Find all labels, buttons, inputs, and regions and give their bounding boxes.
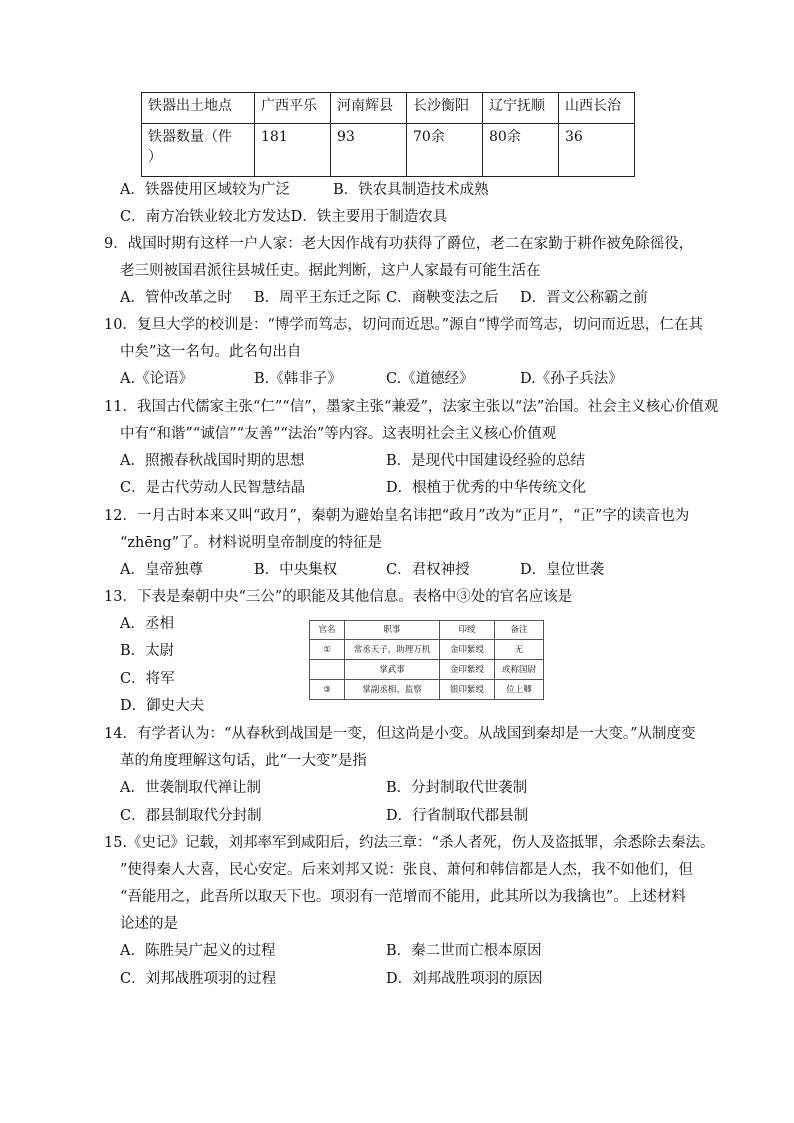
- q14-stem-line2: 革的角度理解这句话，此“一大变”是指: [120, 753, 367, 769]
- q13-option-d: D．御史大夫: [120, 698, 205, 714]
- q15-option-d: D．刘邦战胜项羽的原因: [386, 971, 543, 987]
- q12-option-c: C．君权神授: [386, 562, 470, 578]
- q15-option-b: B．秦二世而亡根本原因: [386, 943, 542, 959]
- q15-stem-line3: “吾能用之，此吾所以取天下也。项羽有一范增而不能用，此其所以为我擒也”。上述材料: [120, 889, 686, 905]
- q9-stem-line2: 老三则被国君派往县城任吏。据此判断，这户人家最有可能生活在: [120, 263, 541, 279]
- count-label-line1: 铁器数量（件: [148, 129, 232, 145]
- q9-option-c: C．商鞅变法之后: [386, 290, 499, 306]
- q12-option-a: A．皇帝独尊: [120, 562, 203, 578]
- table-header-cell: 山西长治: [559, 93, 635, 124]
- table-cell: 无: [495, 640, 544, 660]
- q9-option-a: A．管仲改革之时: [120, 290, 232, 306]
- q10-option-d: D.《孙子兵法》: [520, 371, 623, 387]
- table-row: [310, 680, 544, 700]
- table-row: [142, 124, 635, 177]
- q9-option-d: D．晋文公称霸之前: [520, 290, 648, 306]
- q11-stem-line1: 11．我国古代儒家主张“仁”“信”，墨家主张“兼爱”，法家主张以“法”治国。社会主义核心价值观: [104, 399, 719, 415]
- table-header-cell: 河南辉县: [331, 93, 407, 124]
- q10-option-c: C.《道德经》: [386, 371, 474, 387]
- count-label-line2: ）: [148, 149, 162, 165]
- table-cell: ①: [310, 640, 345, 660]
- table-cell: 常丞天子，助理万机: [345, 640, 440, 660]
- table-cell: 金印紫绶: [440, 640, 495, 660]
- table-cell: 金印紫绶: [440, 660, 495, 680]
- q13-option-c: C．将军: [120, 671, 175, 687]
- q14-option-d: D．行省制取代郡县制: [386, 808, 529, 824]
- q8-option-a: A．铁器使用区域较为广泛: [120, 182, 290, 198]
- q9-stem-line1: 9．战国时期有这样一户人家：老大因作战有功获得了爵位，老二在家勤于耕作被免除徭役，: [104, 236, 694, 252]
- table-cell: 70余: [407, 124, 483, 177]
- iron-artifacts-table: [141, 92, 635, 177]
- q10-option-a: A.《论语》: [120, 371, 194, 387]
- q8-option-cd: C．南方冶铁业较北方发达D．铁主要用于制造农具: [120, 209, 448, 225]
- q15-stem-line1: 15.《史记》记载，刘邦率军到咸阳后，约法三章：“杀人者死，伤人及盗抵罪，余悉除去秦法。: [104, 835, 715, 851]
- table-cell: 位上卿: [495, 680, 544, 700]
- q14-option-b: B．分封制取代世袭制: [386, 780, 528, 796]
- q11-option-b: B．是现代中国建设经验的总结: [386, 453, 586, 469]
- sangong-table: [309, 620, 544, 700]
- q13-option-a: A．丞相: [120, 616, 174, 632]
- q15-stem-line4: 论述的是: [120, 916, 178, 932]
- table-row: [310, 660, 544, 680]
- table-cell: 36: [559, 124, 635, 177]
- table-row: [310, 621, 544, 640]
- q11-option-a: A．照搬春秋战国时期的思想: [120, 453, 305, 469]
- table-cell: ③: [310, 680, 345, 700]
- q12-stem-line1: 12．一月古时本来又叫“政月”，秦朝为避始皇名讳把“政月”改为“正月”，“正”字的读音也为: [104, 508, 690, 524]
- table-cell: 掌副丞相、监察: [345, 680, 440, 700]
- q13-stem: 13．下表是秦朝中央“三公”的职能及其他信息。表格中③处的官名应该是: [104, 589, 573, 605]
- q15-stem-line2: ”使得秦人大喜，民心安定。后来刘邦又说：张良、萧何和韩信都是人杰，我不如他们，但: [120, 862, 693, 878]
- q10-option-b: B.《韩非子》: [254, 371, 342, 387]
- q15-option-c: C．刘邦战胜项羽的过程: [120, 971, 277, 987]
- table-header-cell: 官名: [310, 621, 345, 640]
- q10-stem-line2: 中矣”这一名句。此名句出自: [120, 344, 302, 360]
- table-cell: 掌武事: [345, 660, 440, 680]
- q10-stem-line1: 10．复旦大学的校训是：“博学而笃志，切问而近思。”源自“博学而笃志，切问而近思，仁在其: [104, 317, 703, 333]
- table-header-cell: 铁器出土地点: [142, 93, 255, 124]
- q14-option-c: C．郡县制取代分封制: [120, 808, 262, 824]
- table-row: [310, 640, 544, 660]
- q12-option-b: B．中央集权: [254, 562, 338, 578]
- q14-stem-line1: 14．有学者认为：“从春秋到战国是一变，但这尚是小变。从战国到秦却是一大变。”从制度变: [104, 726, 696, 742]
- table-cell: 80余: [483, 124, 559, 177]
- q11-option-d: D．根植于优秀的中华传统文化: [386, 480, 587, 496]
- q15-option-a: A．陈胜吴广起义的过程: [120, 943, 276, 959]
- q12-option-d: D．皇位世袭: [520, 562, 605, 578]
- table-row: [142, 93, 635, 124]
- table-header-cell: 广西平乐: [255, 93, 331, 124]
- table-cell: 93: [331, 124, 407, 177]
- table-header-cell: 印绶: [440, 621, 495, 640]
- q11-option-c: C．是古代劳动人民智慧结晶: [120, 480, 306, 496]
- table-header-cell: 职事: [345, 621, 440, 640]
- q8-option-b: B．铁农具制造技术成熟: [333, 182, 489, 198]
- table-header-cell: 备注: [495, 621, 544, 640]
- q13-option-b: B．太尉: [120, 643, 175, 659]
- table-header-cell: 长沙衡阳: [407, 93, 483, 124]
- table-cell: [310, 660, 345, 680]
- table-header-cell: 辽宁抚顺: [483, 93, 559, 124]
- table-cell: 或称国尉: [495, 660, 544, 680]
- table-cell-count-label: [142, 124, 255, 177]
- table-cell: 银印紫绶: [440, 680, 495, 700]
- q14-option-a: A．世袭制取代禅让制: [120, 780, 261, 796]
- q9-option-b: B．周平王东迁之际: [254, 290, 381, 306]
- table-cell: 181: [255, 124, 331, 177]
- q11-stem-line2: 中有“和谐”“诚信”“友善”“法治”等内容。这表明社会主义核心价值观: [120, 426, 557, 442]
- q12-stem-line2: “zhēng”了。材料说明皇帝制度的特征是: [120, 535, 383, 551]
